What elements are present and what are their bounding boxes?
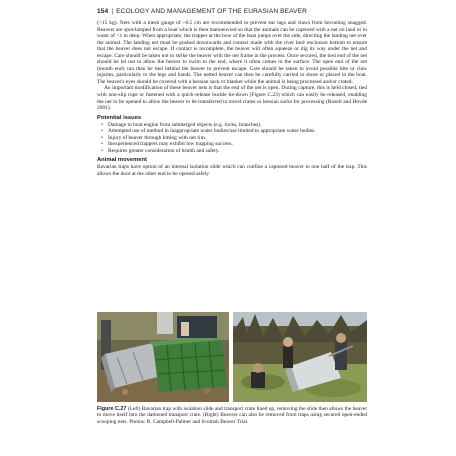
issue-item: • Inexperienced trappers may exhibit low trapping success.: [108, 141, 367, 148]
figure-label: Figure C.27: [97, 406, 127, 412]
photo-bavarian-trap: [97, 312, 229, 402]
header-separator: |: [111, 8, 114, 15]
photo-scooping-net: [233, 312, 367, 402]
heading-animal-movement: Animal movement: [97, 157, 147, 164]
scooping-net-illustration: [233, 312, 367, 402]
issues-list: [97, 122, 367, 155]
page-number: 154: [97, 8, 109, 15]
heading-potential-issues: Potential issues: [97, 114, 142, 121]
figure-caption: [97, 406, 367, 425]
figure-caption-text: (Left) Bavarian trap with isolation slide and transport crate lined up, removing the slide then allows the beaver to move itself into the darkened transport crate. (Right) Beavers can also be removed from traps using secured open-ended scooping nets. Photos: R. Campbell-Palmer and Scottish Beaver Trial.: [97, 406, 367, 425]
issue-item: • Damage to boat engine from submerged objects (e.g. rocks, branches).: [108, 122, 367, 129]
trap-and-crate-illustration: [97, 312, 229, 402]
paragraph-net-capture: (<15 kg). Nets with a mesh gauge of ~0.5 cm are recommended to prevent ear tags and claws from becoming snagged. Beavers are spot-lamped from a boat which is then manoeuvred so that the animals can be captured with a net on land or in water of <1 m deep. When appropriate, the trapper at the bow of the boat jumps over the side, directing the landing net over the animal. The landing net must be pushed downwards and contact made with the river bed/ enclosure bottom to ensure that the beaver does not escape. If contact is incomplete, the beaver will often squeeze or dig its way under the net and escape. Care should be taken not to strike the beaver with the net frame in the process. Once secured, the tied end of the net should be let out to allow the beaver to swim to the end, where it often comes to the surface. The open end of the net (mouth end) can then be tied behind the beaver to prevent escape. Care should be taken to avoid possible bite or claw injuries, particularly to the legs and hands. The netted beaver can then be carefully carried to shore or placed in the boat. The beaver's eyes should be covered with a hessian sack or blanket while the animal is being processed and/or crated.: [97, 20, 367, 85]
running-header: [97, 8, 367, 15]
figure-photos: [97, 312, 367, 402]
paragraph-animal-movement: Bavarian traps have option of an internal isolation slide which can confine a captured beaver to one half of the trap. This allows the door at the other end to be opened safely: [97, 164, 367, 177]
running-title: ECOLOGY AND MANAGEMENT OF THE EURASIAN BEAVER: [116, 8, 308, 15]
paragraph-net-modification: An important modification of these beaver nets is that the end of the net is open. During capture, this is held closed, tied with non-slip rope or fastened with a quick-release buckle tie-down (Figure C.23) which can easily be released, enabling the net to be opened to allow the beaver to be transferred to travel crates or hessian sacks for processing (Rosell and Hovde 2001).: [97, 85, 367, 112]
issue-item: • Attempted use of method in inappropriate water bodies/use limited to appropriate water bodies.: [108, 128, 367, 135]
issue-item: • Injury of beaver through hitting with net rim.: [108, 135, 367, 142]
body-text: [97, 20, 367, 177]
issue-item: • Requires greater consideration of health and safety.: [108, 148, 367, 155]
